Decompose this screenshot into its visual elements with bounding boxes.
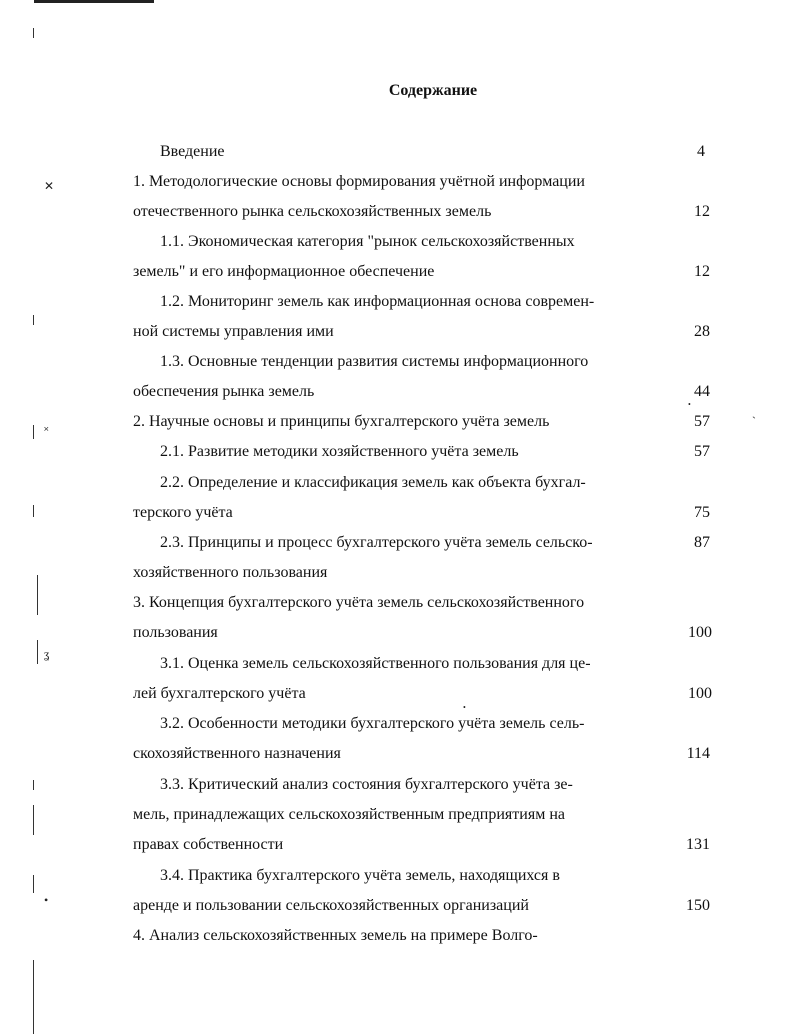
toc-line: 4. Анализ сельскохозяйственных земель на примере Волго-	[133, 927, 538, 944]
margin-mark	[33, 875, 34, 893]
toc-line: 2.2. Определение и классификация земель как объекта бухгал-	[160, 474, 586, 491]
page-number: 28	[694, 323, 710, 340]
toc-line: 2. Научные основы и принципы бухгалтерского учёта земель	[133, 413, 550, 430]
toc-line: Введение	[160, 143, 225, 160]
page-number: 87	[694, 534, 710, 551]
toc-line: мель, принадлежащих сельскохозяйственным предприятиям на	[133, 806, 565, 823]
margin-mark	[33, 505, 34, 517]
scan-speck: •	[688, 400, 691, 409]
page-number: 12	[694, 203, 710, 220]
page-number: 12	[694, 263, 710, 280]
toc-line: 3. Концепция бухгалтерского учёта земель сельскохозяйственного	[133, 594, 585, 611]
page-number: 75	[694, 504, 710, 521]
toc-line: скохозяйственного назначения	[133, 745, 341, 762]
scan-speck: •	[44, 893, 49, 907]
margin-mark	[33, 425, 34, 439]
toc-line: аренде и пользовании сельскохозяйственных организаций	[133, 897, 529, 914]
page-number: 131	[686, 836, 710, 853]
page-number: 114	[686, 745, 710, 762]
toc-line: пользования	[133, 624, 218, 641]
toc-line: терского учёта	[133, 504, 233, 521]
toc-line: 2.1. Развитие методики хозяйственного учёта земель	[160, 443, 519, 460]
toc-line: лей бухгалтерского учёта	[133, 685, 306, 702]
toc-line: 3.1. Оценка земель сельскохозяйственного пользования для це-	[160, 655, 591, 672]
page-number: 44	[694, 383, 710, 400]
toc-line: 3.4. Практика бухгалтерского учёта земель, находящихся в	[160, 867, 560, 884]
margin-mark	[33, 805, 34, 835]
margin-mark	[37, 575, 38, 615]
toc-line: правах собственности	[133, 836, 284, 853]
scan-speck: •	[463, 703, 466, 712]
toc-line: 3.2. Особенности методики бухгалтерского учёта земель сель-	[160, 715, 585, 732]
page-title: Содержание	[388, 82, 478, 99]
page-number: 150	[686, 897, 710, 914]
toc-line: земель" и его информационное обеспечение	[133, 263, 435, 280]
page-number: 57	[694, 413, 710, 430]
page-number: 4	[697, 143, 705, 160]
scan-speck: ˋ	[752, 414, 756, 428]
toc-line: 2.3. Принципы и процесс бухгалтерского учёта земель сельско-	[160, 534, 593, 551]
margin-mark	[33, 960, 34, 1034]
page-number: 57	[694, 443, 710, 460]
margin-mark	[33, 315, 34, 325]
margin-mark	[33, 780, 34, 790]
toc-line: 1. Методологические основы формирования учётной информации	[133, 173, 585, 190]
scan-speck: ʓ	[44, 647, 50, 661]
toc-line: 1.1. Экономическая категория "рынок сельскохозяйственных	[160, 233, 575, 250]
scan-speck: ✕	[44, 179, 55, 193]
toc-line: 1.2. Мониторинг земель как информационная основа современ-	[160, 293, 595, 310]
toc-line: 3.3. Критический анализ состояния бухгалтерского учёта зе-	[160, 776, 573, 793]
scan-speck: ˟	[44, 424, 49, 438]
toc-line: хозяйственного пользования	[133, 564, 328, 581]
toc-line: 1.3. Основные тенденции развития системы информационного	[160, 353, 589, 370]
margin-mark	[33, 28, 34, 38]
top-scan-edge	[34, 0, 154, 3]
page-number: 100	[688, 685, 712, 702]
margin-mark	[37, 640, 38, 664]
toc-line: отечественного рынка сельскохозяйственных земель	[133, 203, 492, 220]
toc-line: обеспечения рынка земель	[133, 383, 315, 400]
page-number: 100	[688, 624, 712, 641]
toc-line: ной системы управления ими	[133, 323, 334, 340]
